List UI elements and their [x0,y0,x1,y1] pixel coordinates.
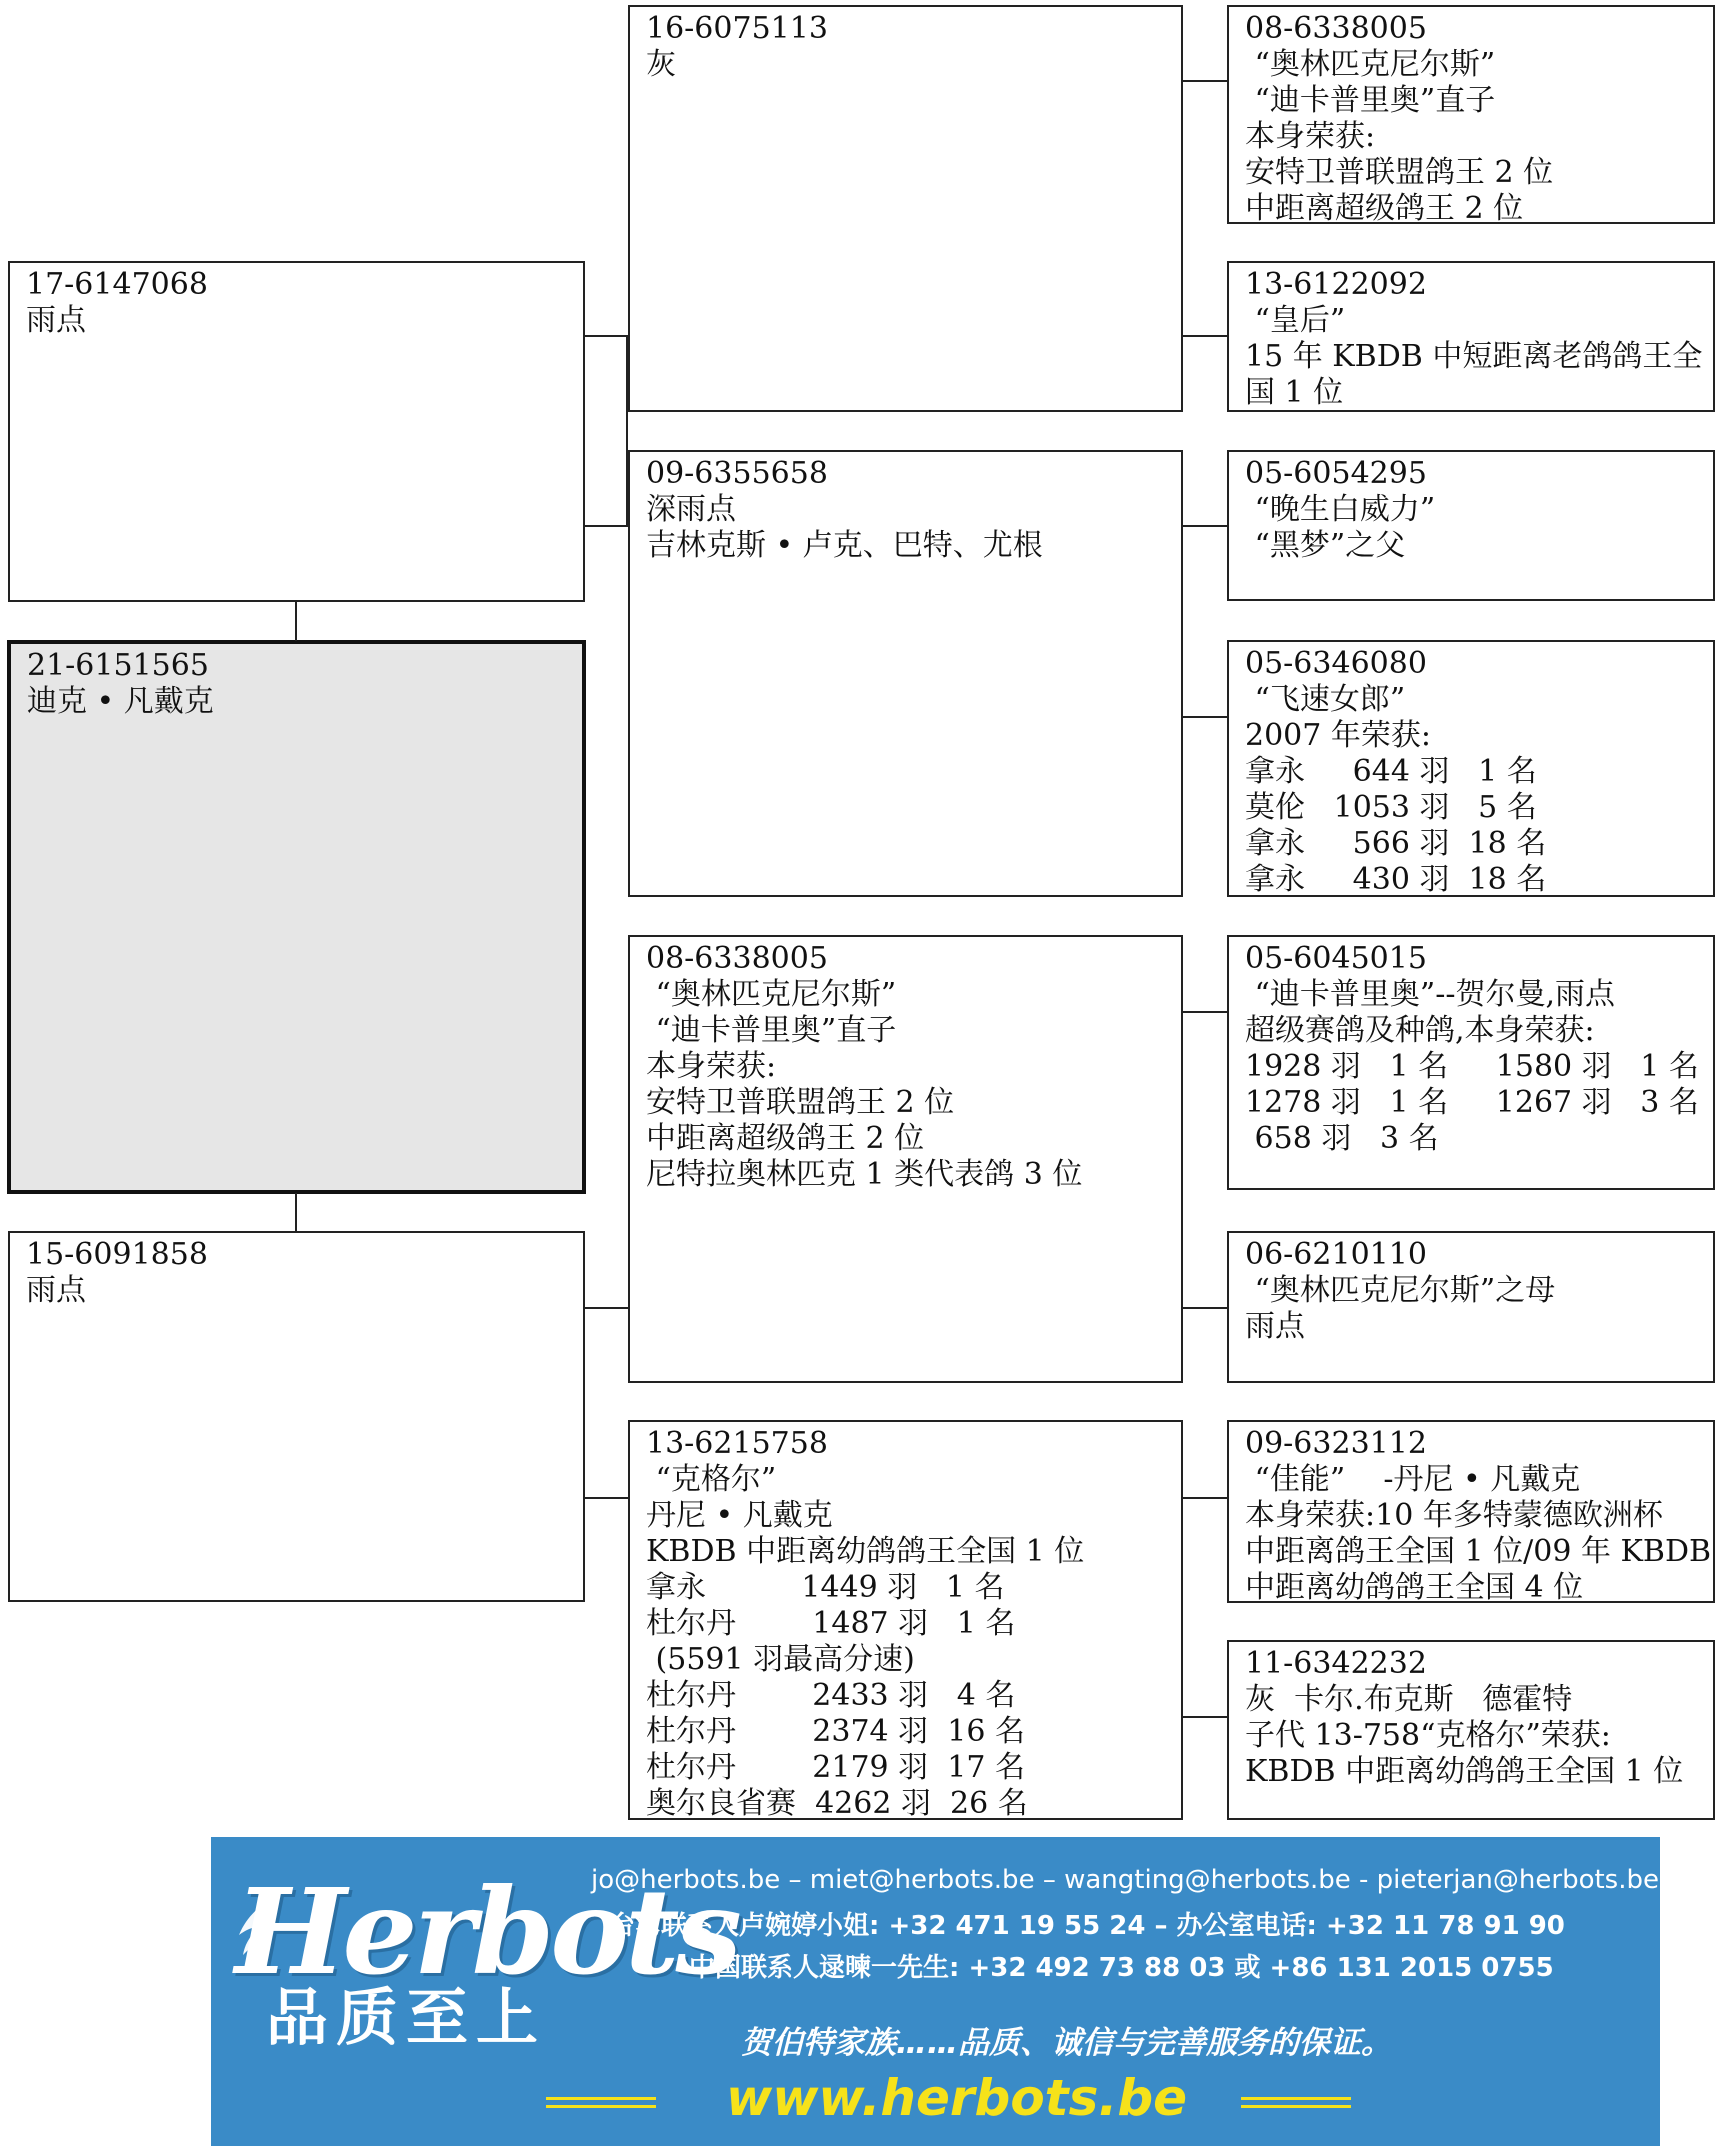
info-line: 灰 卡尔.布克斯 德霍特 [1245,1682,1573,1717]
info-line: 中距离幼鸽鸽王全国 4 位 [1245,1570,1584,1603]
info-line: 莫伦 1053 羽 5 名 [1245,790,1537,825]
info-line: “黑梦”之父 [1245,528,1406,563]
ring-number: 11-6342232 [1245,1646,1427,1681]
ring-number: 06-6210110 [1245,1237,1427,1272]
connector-sire-spine [626,335,628,527]
connector-ss-sire [1183,80,1227,82]
info-line: 杜尔丹 2433 羽 4 名 [646,1678,1016,1713]
info-line: (5591 羽最高分速) [646,1642,915,1677]
ring-number: 09-6323112 [1245,1426,1427,1461]
herbots-logo: Herbots [235,1862,738,2001]
info-line: 丹尼 • 凡戴克 [646,1498,833,1533]
info-line: 尼特拉奥林匹克 1 类代表鸽 3 位 [646,1157,1083,1192]
connector-ds-sire [1183,1011,1227,1013]
ring-number: 05-6054295 [1245,456,1427,491]
info-line: 雨点 [1245,1309,1305,1344]
info-line: “迪卡普里奥”直子 [1245,83,1496,118]
sd-sire-card [1227,450,1715,601]
info-line: 灰 [646,47,676,82]
decor-line-left [546,2097,656,2100]
connector-ss-dam [1183,335,1227,337]
connector-dd-dam [1183,1716,1227,1718]
connector-sd-dam [1183,716,1227,718]
connector-subject-sire [295,601,297,641]
info-line: 安特卫普联盟鸽王 2 位 [1245,155,1554,190]
decor-line-right [1241,2097,1351,2100]
ring-number: 16-6075113 [646,11,828,46]
info-line: “迪卡普里奥”--贺尔曼,雨点 [1245,977,1616,1012]
dd-dam-card [1227,1640,1715,1820]
info-line: 拿永 644 羽 1 名 [1245,754,1537,789]
info-line: “克格尔” [646,1462,777,1497]
info-line: 本身荣获: [1245,119,1376,154]
subject-card [7,640,586,1194]
info-line: 拿永 566 羽 18 名 [1245,826,1547,861]
info-line: 中距离鸽王全国 1 位/09 年 KBDB [1245,1534,1712,1569]
info-line: 奥尔良省赛 4262 羽 26 名 [646,1786,1028,1820]
info-line: KBDB 中距离幼鸽鸽王全国 1 位 [1245,1754,1684,1789]
info-line: “飞速女郎” [1245,682,1406,717]
info-line: “迪卡普里奥”直子 [646,1013,897,1048]
info-line: 2007 年荣获: [1245,718,1431,753]
slogan: 品质至上 [266,1981,547,2054]
connector-subject-dam [295,1193,297,1232]
ds-dam-card [1227,1231,1715,1383]
info-line: 中距离超级鸽王 2 位 [1245,191,1524,224]
motto: 贺伯特家族……品质、诚信与完善服务的保证。 [741,2025,1392,2061]
ring-number: 08-6338005 [646,941,828,976]
info-line: “佳能” -丹尼 • 凡戴克 [1245,1462,1581,1497]
info-line: 15 年 KBDB 中短距离老鸽鸽王全 [1245,339,1703,374]
ss-sire-card [1227,5,1715,224]
info-line: 中距离超级鸽王 2 位 [646,1121,925,1156]
dam-card [8,1231,585,1602]
info-line: “晚生白威力” [1245,492,1436,527]
info-line: 拿永 430 羽 18 名 [1245,862,1547,897]
connector-dam-out [585,1307,628,1309]
info-line: 深雨点 [646,492,736,527]
ring-number: 21-6151565 [27,648,209,683]
decor-line-left-2 [546,2105,656,2108]
decor-line-right-2 [1241,2105,1351,2108]
info-line: 安特卫普联盟鸽王 2 位 [646,1085,955,1120]
dam-sire-card [628,935,1183,1383]
ds-sire-card [1227,935,1715,1190]
herbots-banner [211,1837,1660,2146]
info-line: 本身荣获: [646,1049,777,1084]
sire-sire-card [628,5,1183,412]
sire-dam-card [628,450,1183,897]
info-line: 杜尔丹 2374 羽 16 名 [646,1714,1025,1749]
info-line: 迪克 • 凡戴克 [27,684,214,719]
info-line: “奥林匹克尼尔斯” [1245,47,1496,82]
info-line: “奥林匹克尼尔斯” [646,977,897,1012]
info-line: 杜尔丹 1487 羽 1 名 [646,1606,1016,1641]
dam-dam-card [628,1420,1183,1820]
ring-number: 05-6346080 [1245,646,1427,681]
info-line: 658 羽 3 名 [1245,1121,1439,1156]
ring-number: 05-6045015 [1245,941,1427,976]
connector-sd-sire [1183,525,1227,527]
info-line: 拿永 1449 羽 1 名 [646,1570,1005,1605]
info-line: 1278 羽 1 名 1267 羽 3 名 [1245,1085,1699,1120]
dd-sire-card [1227,1420,1715,1603]
info-line: 杜尔丹 2179 羽 17 名 [646,1750,1025,1785]
connector-ds-dam [1183,1307,1227,1309]
ring-number: 09-6355658 [646,456,828,491]
sd-dam-card [1227,640,1715,897]
connector-dd-sire [1183,1497,1227,1499]
ring-number: 13-6215758 [646,1426,828,1461]
china-contact: 中国联系人逯暕一先生: +32 492 73 88 03 或 +86 131 2015 0755 [689,1953,1554,1983]
ring-number: 17-6147068 [26,267,208,302]
info-line: 1928 羽 1 名 1580 羽 1 名 [1245,1049,1699,1084]
ring-number: 13-6122092 [1245,267,1427,302]
info-line: “奥林匹克尼尔斯”之母 [1245,1273,1556,1308]
contact-emails[interactable]: jo@herbots.be – miet@herbots.be – wangting@herbots.be - pieterjan@herbots.be [591,1865,1659,1895]
info-line: 雨点 [26,1273,86,1308]
ss-dam-card [1227,261,1715,412]
taiwan-contact: 台湾联系人卢婉婷小姐: +32 471 19 55 24 – 办公室电话: +32 11 78 91 90 [609,1911,1565,1941]
info-line: KBDB 中距离幼鸽鸽王全国 1 位 [646,1534,1085,1569]
info-line: “皇后” [1245,303,1346,338]
info-line: 吉林克斯 • 卢克、巴特、尤根 [646,528,1043,563]
sire-card [8,261,585,602]
ring-number: 08-6338005 [1245,11,1427,46]
website-link[interactable]: www.herbots.be [726,2069,1188,2127]
connector-sire-sire [585,335,628,337]
info-line: 雨点 [26,303,86,338]
info-line: 子代 13-758“克格尔”荣获: [1245,1718,1611,1753]
info-line: 超级赛鸽及种鸽,本身荣获: [1245,1013,1595,1048]
connector-dam-sire [585,1497,628,1499]
ring-number: 15-6091858 [26,1237,208,1272]
connector-sire-out [585,525,628,527]
info-line: 国 1 位 [1245,375,1344,410]
info-line: 本身荣获:10 年多特蒙德欧洲杯 [1245,1498,1663,1533]
